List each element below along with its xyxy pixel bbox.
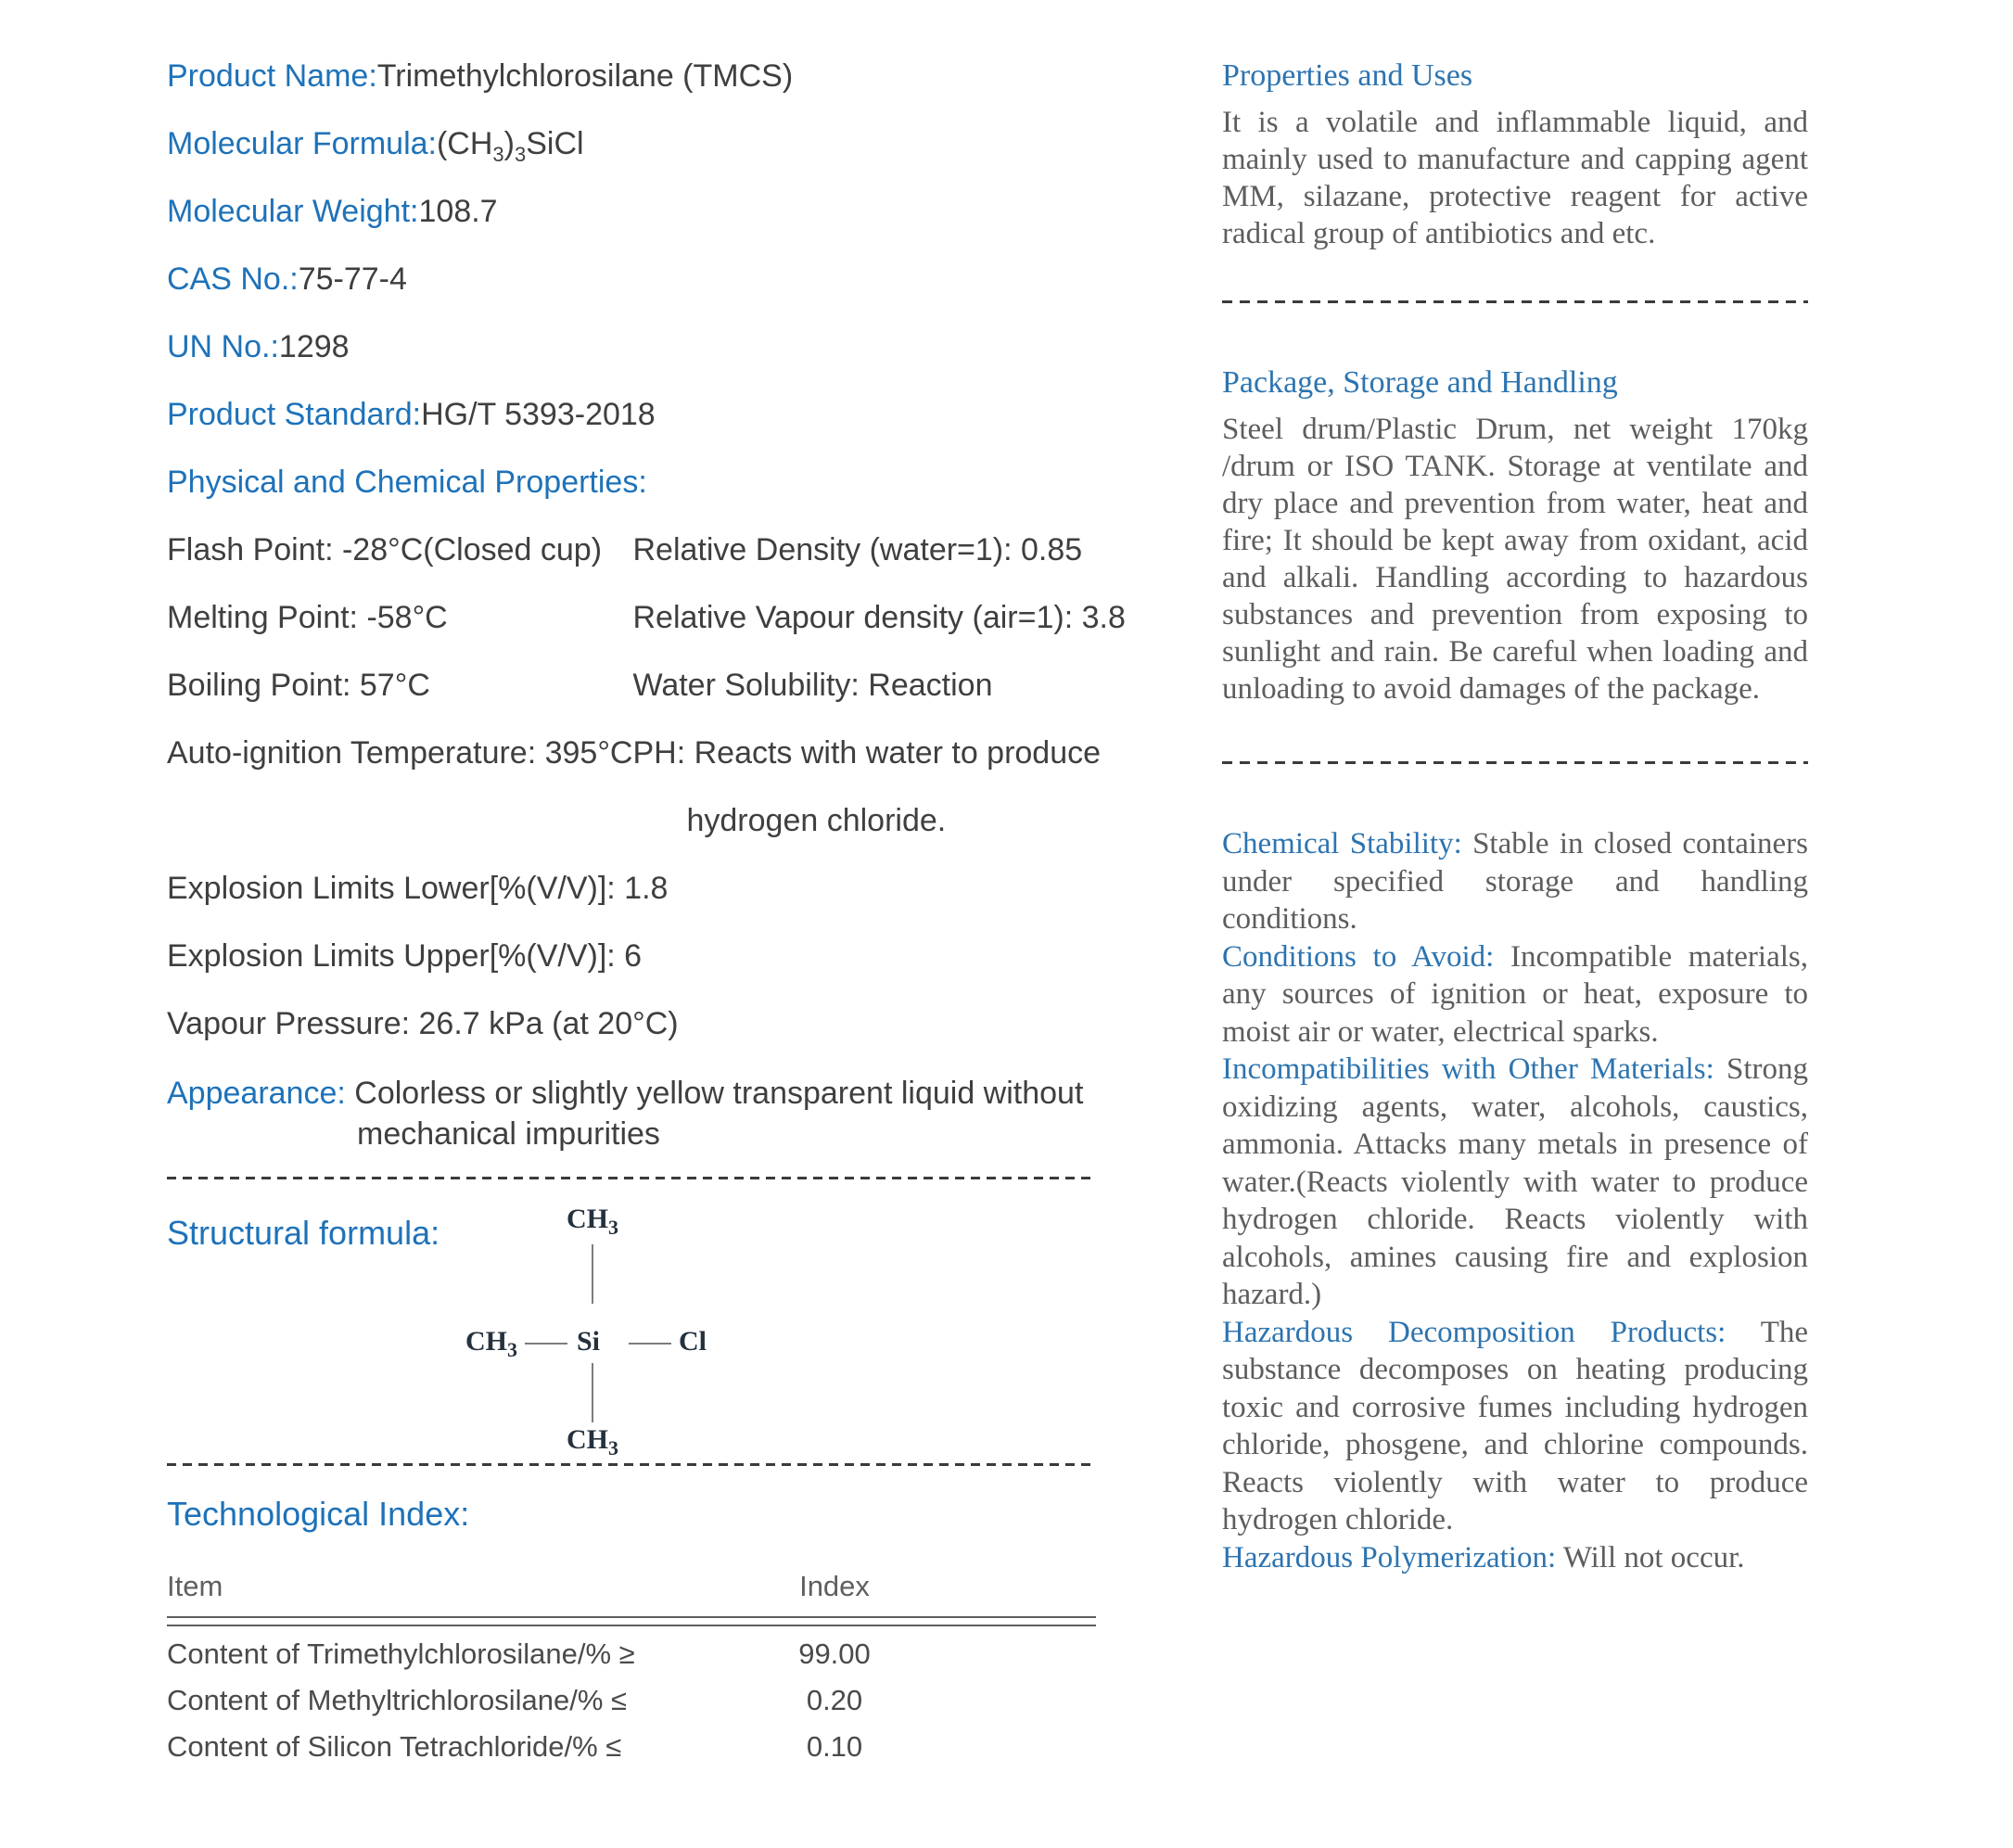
vapour-pressure: Vapour Pressure: 26.7 kPa (at 20°C) xyxy=(167,1006,679,1041)
methyl-left-label: $CH_3$ xyxy=(465,1326,517,1361)
explosion-limits-upper: Explosion Limits Upper[%(V/V)]: 6 xyxy=(167,938,643,974)
chlorine-label: Cl xyxy=(679,1326,707,1357)
physical-properties-grid xyxy=(167,531,1126,870)
product-name-value: Trimethylchlorosilane (TMCS) xyxy=(376,58,794,94)
physical-col1 xyxy=(167,531,632,870)
un-no-row xyxy=(167,328,1096,365)
row-item: Content of Trimethylchlorosilane/% ≥ xyxy=(167,1638,635,1670)
methyl-top-label: $CH_3$ xyxy=(567,1204,618,1239)
hazardous-polymerization-label: Hazardous Polymerization: xyxy=(1222,1540,1557,1574)
row-item: Content of Methyltrichlorosilane/% ≤ xyxy=(167,1684,628,1716)
flash-point: Flash Point: -28°C(Closed cup) xyxy=(167,532,603,567)
hazard-info-block xyxy=(1222,825,1808,1576)
package-storage-heading: Package, Storage and Handling xyxy=(1222,365,1618,400)
un-no-label: UN No.: xyxy=(167,329,279,364)
table-row xyxy=(167,1673,1096,1719)
chemical-stability-paragraph: Chemical Stability: Stable in closed containers under specified storage and handling conditions. xyxy=(1222,827,1809,936)
technological-index-heading: Technological Index: xyxy=(167,1495,470,1533)
cas-no-row xyxy=(167,261,1096,298)
molecular-formula-row xyxy=(167,125,1096,166)
structural-formula-heading: Structural formula: xyxy=(167,1214,440,1252)
left-column xyxy=(167,57,1126,1765)
dashed-divider-left-1 xyxy=(167,1177,1096,1179)
row-item: Content of Silicon Tetrachloride/% ≤ xyxy=(167,1730,622,1763)
incompatibilities-label: Incompatibilities with Other Materials: xyxy=(1222,1052,1714,1086)
hazardous-decomposition-label: Hazardous Decomposition Products: xyxy=(1222,1315,1726,1349)
molecular-weight-value: 108.7 xyxy=(418,194,498,229)
table-row xyxy=(167,1626,1096,1673)
relative-density: Relative Density (water=1): 0.85 xyxy=(632,532,1083,567)
incompatibilities-paragraph: Incompatibilities with Other Materials: Strong oxidizing agents, water, alcohols, caustics, ammonia. Attacks many metals in presence of water.(Reacts violently with water to produce hydrogen chloride. Reacts violently with alcohols, amines causing fire and explosion hazard.) xyxy=(1222,1052,1809,1311)
hazardous-decomposition-paragraph: Hazardous Decomposition Products: The substance decomposes on heating producing toxic and corrosive fumes including hydrogen chloride, phosgene, and chlorine compounds. Reacts violently with water to produce hydrogen chloride. xyxy=(1222,1315,1808,1536)
row-value: 0.20 xyxy=(806,1684,863,1716)
bond-line-top xyxy=(592,1244,593,1304)
conditions-to-avoid-label: Conditions to Avoid: xyxy=(1222,939,1495,974)
properties-and-uses-body: It is a volatile and inflammable liquid, and mainly used to manufacture and capping agent MM, silazane, protective reagent for active radical group of antibiotics and etc. xyxy=(1222,106,1808,250)
structural-formula-diagram xyxy=(465,1204,771,1459)
physical-properties-heading: Physical and Chemical Properties: xyxy=(167,465,647,500)
bond-line-right xyxy=(629,1343,671,1345)
cas-no-value: 75-77-4 xyxy=(298,261,407,297)
ph-line1: PH: Reacts with water to produce xyxy=(632,735,1102,771)
molecular-formula-value: $(CH_3)_3SiCl$ xyxy=(436,126,584,166)
bond-line-bottom xyxy=(592,1363,593,1422)
product-standard-label: Product Standard: xyxy=(167,397,422,432)
row-value: 0.10 xyxy=(806,1730,863,1763)
column-header-item: Item xyxy=(167,1570,223,1602)
bond-line-left xyxy=(525,1343,567,1345)
table-row xyxy=(167,1719,1096,1765)
water-solubility: Water Solubility: Reaction xyxy=(632,668,993,703)
boiling-point: Boiling Point: 57°C xyxy=(167,668,430,703)
product-standard-value: HG/T 5393-2018 xyxy=(421,397,656,432)
silicon-label: Si xyxy=(577,1326,601,1357)
technological-index-table xyxy=(167,1568,1096,1765)
dashed-divider-right-1 xyxy=(1222,300,1808,303)
appearance-row xyxy=(167,1073,1096,1154)
chemical-stability-label: Chemical Stability: xyxy=(1222,827,1462,860)
hazardous-polymerization-paragraph: Hazardous Polymerization: Will not occur. xyxy=(1222,1540,1745,1574)
product-name-label: Product Name: xyxy=(167,58,377,94)
methyl-bottom-label: $CH_3$ xyxy=(567,1424,618,1459)
ph-line2: hydrogen chloride. xyxy=(686,803,947,838)
auto-ignition-temperature: Auto-ignition Temperature: 395°C xyxy=(167,735,633,771)
appearance-line2: mechanical impurities xyxy=(357,1116,660,1152)
structural-formula-section xyxy=(167,1204,1096,1459)
molecular-formula-label: Molecular Formula: xyxy=(167,126,437,161)
relative-vapour-density: Relative Vapour density (air=1): 3.8 xyxy=(632,600,1126,635)
dashed-divider-left-2 xyxy=(167,1463,1096,1466)
appearance-line1: Appearance: Colorless or slightly yellow transparent liquid without xyxy=(167,1076,1084,1111)
dashed-divider-right-2 xyxy=(1222,761,1808,764)
properties-and-uses-heading: Properties and Uses xyxy=(1222,58,1473,93)
conditions-to-avoid-paragraph: Conditions to Avoid: Incompatible materials, any sources of ignition or heat, exposure to moist air or water, electrical sparks. xyxy=(1222,939,1808,1049)
table-header-row xyxy=(167,1568,1096,1605)
physical-col2 xyxy=(632,531,1125,870)
melting-point: Melting Point: -58°C xyxy=(167,600,448,635)
un-no-value: 1298 xyxy=(278,329,350,364)
cas-no-label: CAS No.: xyxy=(167,261,299,297)
appearance-label: Appearance: xyxy=(167,1076,346,1111)
molecular-weight-row xyxy=(167,193,1096,230)
package-storage-body: Steel drum/Plastic Drum, net weight 170kg /drum or ISO TANK. Storage at ventilate and dry place and prevention from water, heat and fire; It should be kept away from oxidant, acid and alkali. Handling according to hazardous substances and prevention from exposing to sunlight and rain. Be careful when loading and unloading to avoid damages of the package. xyxy=(1222,413,1808,706)
row-value: 99.00 xyxy=(798,1638,871,1670)
molecular-weight-label: Molecular Weight: xyxy=(167,194,419,229)
column-header-index: Index xyxy=(799,1570,870,1602)
right-column xyxy=(1222,56,1808,1576)
table-header-rule xyxy=(167,1616,1096,1626)
product-standard-row xyxy=(167,396,1096,433)
explosion-limits-lower: Explosion Limits Lower[%(V/V)]: 1.8 xyxy=(167,871,669,906)
product-name-row xyxy=(167,57,1096,95)
table-body xyxy=(167,1626,1096,1765)
